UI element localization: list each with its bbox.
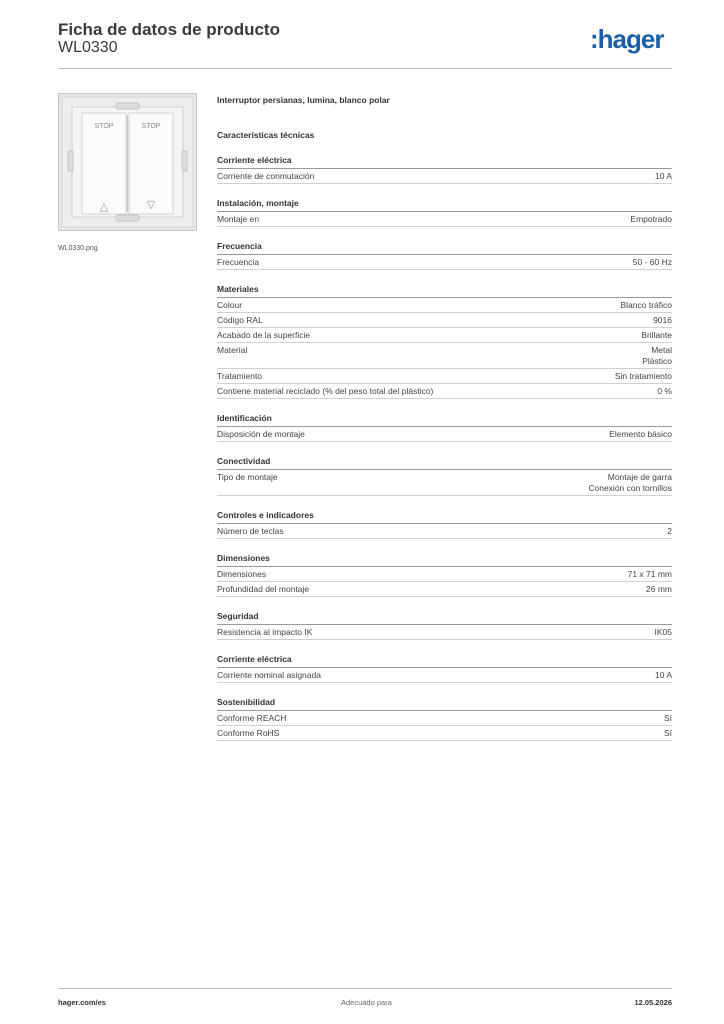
hager-logo: :hager bbox=[590, 24, 664, 54]
section-title: Corriente eléctrica bbox=[217, 155, 672, 169]
product-image bbox=[58, 93, 197, 231]
spec-section bbox=[217, 654, 672, 683]
spec-label: Conforme REACH bbox=[217, 713, 287, 723]
spec-row bbox=[217, 328, 672, 343]
spec-section bbox=[217, 456, 672, 496]
spec-label: Material bbox=[217, 345, 248, 355]
spec-value: 26 mm bbox=[646, 584, 672, 594]
spec-row bbox=[217, 711, 672, 726]
spec-row bbox=[217, 668, 672, 683]
spec-label: Montaje en bbox=[217, 214, 260, 224]
spec-label: Conforme RoHS bbox=[217, 728, 280, 738]
spec-section bbox=[217, 241, 672, 270]
spec-section bbox=[217, 413, 672, 442]
spec-sections bbox=[217, 155, 672, 741]
spec-label: Frecuencia bbox=[217, 257, 260, 267]
footer-website: hager.com/es bbox=[58, 998, 106, 1007]
section-title: Seguridad bbox=[217, 611, 672, 625]
spec-row bbox=[217, 470, 672, 496]
spec-section bbox=[217, 510, 672, 539]
footer-suitability: Adecuado para bbox=[341, 998, 392, 1007]
spec-label: Corriente nominal asignada bbox=[217, 670, 321, 680]
spec-section bbox=[217, 198, 672, 227]
header-divider bbox=[58, 68, 672, 69]
spec-label: Profundidad del montaje bbox=[217, 584, 310, 594]
section-title: Conectividad bbox=[217, 456, 672, 470]
spec-row bbox=[217, 427, 672, 442]
up-arrow-icon: △ bbox=[99, 200, 109, 213]
spec-label: Resistencia al impacto IK bbox=[217, 627, 313, 637]
spec-row bbox=[217, 625, 672, 640]
key-left-stop-label: STOP bbox=[94, 123, 114, 130]
spec-label: Número de teclas bbox=[217, 526, 284, 536]
spec-label: Contiene material reciclado (% del peso total del plástico) bbox=[217, 386, 434, 396]
spec-value: Elemento básico bbox=[609, 429, 672, 439]
spec-value: Empotrado bbox=[630, 214, 672, 224]
spec-value: Sí bbox=[663, 713, 672, 723]
product-reference: WL0330 bbox=[58, 39, 118, 56]
spec-value: Sí bbox=[663, 728, 672, 738]
spec-value: 10 A bbox=[654, 171, 672, 181]
spec-row bbox=[217, 384, 672, 399]
spec-label: Acabado de la superficie bbox=[217, 330, 311, 340]
spec-row bbox=[217, 255, 672, 270]
spec-value: 10 A bbox=[654, 670, 672, 680]
spec-section bbox=[217, 155, 672, 184]
section-title: Frecuencia bbox=[217, 241, 672, 255]
spec-label: Tipo de montaje bbox=[217, 472, 278, 482]
spec-row bbox=[217, 169, 672, 184]
spec-row bbox=[217, 343, 672, 369]
image-caption: WL0330.png bbox=[58, 245, 98, 252]
spec-value: Brillante bbox=[641, 330, 672, 340]
spec-value: 0 % bbox=[657, 386, 672, 396]
spec-section bbox=[217, 611, 672, 640]
spec-value: Metal Plástico bbox=[642, 345, 672, 366]
spec-row bbox=[217, 298, 672, 313]
spec-row bbox=[217, 369, 672, 384]
spec-value: 9016 bbox=[653, 315, 672, 325]
spec-value: Blanco tráfico bbox=[620, 300, 672, 310]
spec-row bbox=[217, 313, 672, 328]
section-title: Corriente eléctrica bbox=[217, 654, 672, 668]
key-right-stop-label: STOP bbox=[141, 123, 161, 130]
spec-value: IK05 bbox=[654, 627, 672, 637]
spec-label: Tratamiento bbox=[217, 371, 263, 381]
spec-row bbox=[217, 212, 672, 227]
spec-value: Sin tratamiento bbox=[614, 371, 672, 381]
spec-value: 2 bbox=[667, 526, 672, 536]
spec-section bbox=[217, 284, 672, 399]
spec-value: 71 x 71 mm bbox=[627, 569, 672, 579]
technical-characteristics-heading: Características técnicas bbox=[217, 130, 315, 140]
spec-row bbox=[217, 567, 672, 582]
specifications-panel bbox=[217, 94, 672, 741]
spec-label: Código RAL bbox=[217, 315, 263, 325]
spec-label: Colour bbox=[217, 300, 243, 310]
spec-value: 50 - 60 Hz bbox=[632, 257, 672, 267]
section-title: Identificación bbox=[217, 413, 672, 427]
section-title: Materiales bbox=[217, 284, 672, 298]
spec-row bbox=[217, 582, 672, 597]
section-title: Sostenibilidad bbox=[217, 697, 672, 711]
spec-row bbox=[217, 524, 672, 539]
document-title: Ficha de datos de producto bbox=[58, 20, 280, 39]
down-arrow-icon: ▽ bbox=[146, 198, 156, 211]
footer-date: 12.05.2026 bbox=[634, 998, 672, 1007]
section-title: Instalación, montaje bbox=[217, 198, 672, 212]
footer-divider bbox=[58, 988, 672, 989]
section-title: Dimensiones bbox=[217, 553, 672, 567]
spec-label: Disposición de montaje bbox=[217, 429, 305, 439]
spec-label: Dimensiones bbox=[217, 569, 267, 579]
spec-row bbox=[217, 726, 672, 741]
section-title: Controles e indicadores bbox=[217, 510, 672, 524]
spec-section bbox=[217, 553, 672, 597]
product-name: Interruptor persianas, lumina, blanco polar bbox=[217, 95, 390, 105]
spec-value: Montaje de garra Conexión con tornillos bbox=[588, 472, 672, 493]
spec-label: Corriente de conmutación bbox=[217, 171, 315, 181]
spec-section bbox=[217, 697, 672, 741]
